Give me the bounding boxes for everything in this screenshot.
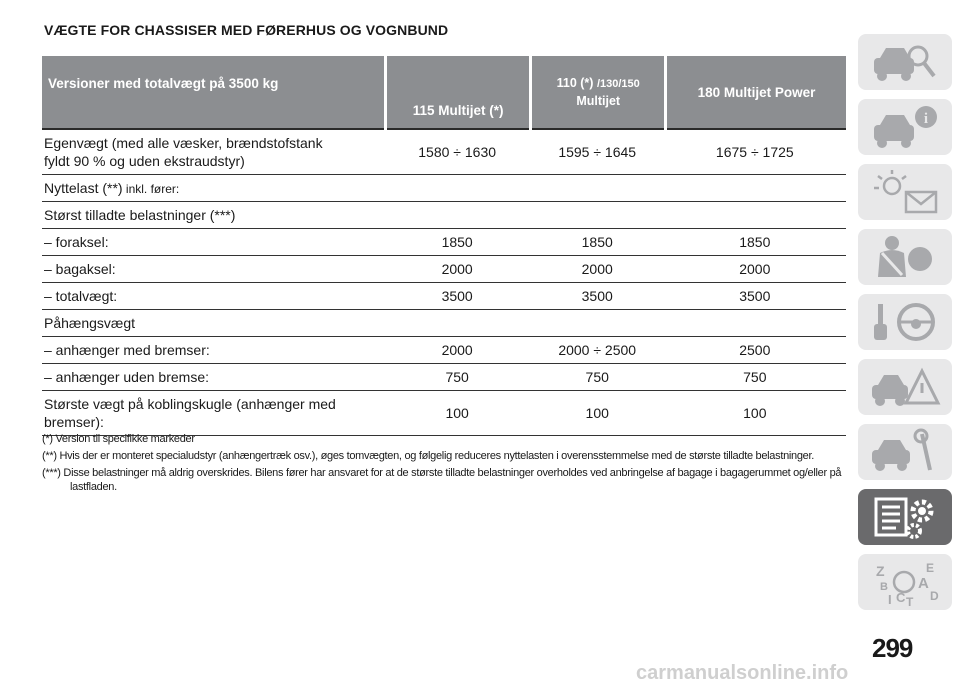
key-steering-wheel-icon xyxy=(866,298,944,346)
tab-index[interactable] xyxy=(858,554,952,610)
cell-value: 3500 xyxy=(531,283,666,310)
table-row xyxy=(42,129,846,175)
cell-value: 1850 xyxy=(386,229,531,256)
cell-value: 1595 ÷ 1645 xyxy=(531,129,666,175)
cell-value xyxy=(531,310,666,337)
table-row xyxy=(42,391,846,436)
table-row xyxy=(42,337,846,364)
car-wrench-icon xyxy=(866,428,944,476)
document-gear-icon xyxy=(866,493,944,541)
footnote: (*) Version til specifikke markeder xyxy=(42,433,195,445)
row-label: Største vægt på koblingskugle (anhænger med bremser): xyxy=(42,391,386,436)
car-breakdown-triangle-icon xyxy=(866,363,944,411)
row-label: – foraksel: xyxy=(42,229,386,256)
seatbelt-airbag-icon xyxy=(866,233,944,281)
table-row xyxy=(42,364,846,391)
header-180-multijet-power: 180 Multijet Power xyxy=(666,56,846,129)
svg-text:I: I xyxy=(888,592,892,606)
weights-table xyxy=(42,56,846,436)
cell-value xyxy=(386,310,531,337)
cell-value: 100 xyxy=(386,391,531,436)
table-row xyxy=(42,310,846,337)
cell-value: 3500 xyxy=(386,283,531,310)
footnote: (**) Hvis der er monteret specialudstyr (anhængertræk osv.), øges tomvægten, og følgelig reduceres nyttelasten i overensstemmelse med de største tilladte belastninger. xyxy=(42,450,815,462)
cell-value xyxy=(386,202,531,229)
svg-text:D: D xyxy=(930,589,939,603)
table-row xyxy=(42,175,846,202)
cell-value xyxy=(386,175,531,202)
row-label: – totalvægt: xyxy=(42,283,386,310)
row-label: – bagaksel: xyxy=(42,256,386,283)
watermark: carmanualsonline.info xyxy=(636,662,849,684)
cell-value: 2000 xyxy=(386,256,531,283)
cell-value: 3500 xyxy=(666,283,846,310)
cell-value: 2000 xyxy=(386,337,531,364)
svg-text:i: i xyxy=(923,111,929,127)
table-row xyxy=(42,202,846,229)
header-110-small: /130/150 xyxy=(596,77,640,90)
section-title: VÆGTE FOR CHASSISER MED FØRERHUS OG VOGNBUND xyxy=(44,22,449,38)
row-label: Egenvægt (med alle væsker, brændstofstank fyldt 90 % og uden ekstraudstyr) xyxy=(42,129,386,175)
chapter-sidebar xyxy=(858,34,956,619)
table-row xyxy=(42,256,846,283)
row-label: Nyttelast (**) inkl. fører: xyxy=(42,175,386,202)
warning-light-envelope-icon xyxy=(866,168,944,216)
svg-text:Z: Z xyxy=(876,563,885,579)
cell-value: 750 xyxy=(531,364,666,391)
cell-value: 1675 ÷ 1725 xyxy=(666,129,846,175)
cell-value: 100 xyxy=(531,391,666,436)
cell-value xyxy=(666,202,846,229)
tab-emergency[interactable] xyxy=(858,359,952,415)
tab-starting-driving[interactable] xyxy=(858,294,952,350)
cell-value: 2000 xyxy=(531,256,666,283)
svg-text:B: B xyxy=(880,581,888,593)
cell-value: 750 xyxy=(666,364,846,391)
cell-value xyxy=(531,175,666,202)
svg-text:T: T xyxy=(906,595,914,606)
page-number: 299 xyxy=(872,633,913,663)
cell-value: 2000 ÷ 2500 xyxy=(531,337,666,364)
cell-value xyxy=(666,310,846,337)
tab-safety[interactable] xyxy=(858,229,952,285)
tab-technical-data[interactable] xyxy=(858,489,952,545)
alphabet-index-icon xyxy=(866,558,944,606)
tab-car-overview[interactable] xyxy=(858,34,952,90)
table-header-row xyxy=(42,56,846,129)
tab-car-info[interactable] xyxy=(858,99,952,155)
header-110-line2: Multijet xyxy=(576,93,621,108)
row-label: Størst tilladte belastninger (***) xyxy=(42,202,386,229)
header-115-multijet: 115 Multijet (*) xyxy=(386,56,531,129)
header-110-130-150-multijet xyxy=(531,56,666,129)
table-row xyxy=(42,283,846,310)
car-info-icon xyxy=(866,103,944,151)
tab-warning-lights[interactable] xyxy=(858,164,952,220)
table-row xyxy=(42,229,846,256)
header-versions: Versioner med totalvægt på 3500 kg xyxy=(42,56,386,129)
header-110-main: 110 (*) xyxy=(556,75,594,90)
row-label: Påhængsvægt xyxy=(42,310,386,337)
cell-value: 2500 xyxy=(666,337,846,364)
svg-text:C: C xyxy=(896,590,906,605)
row-label: – anhænger med bremser: xyxy=(42,337,386,364)
svg-text:E: E xyxy=(926,561,935,575)
cell-value: 2000 xyxy=(666,256,846,283)
svg-text:A: A xyxy=(918,575,929,592)
cell-value: 1850 xyxy=(531,229,666,256)
car-magnifier-icon xyxy=(866,38,944,86)
footnote: (***) Disse belastninger må aldrig overskrides. Bilens fører har ansvaret for at de største tilladte belastninger overholdes ved anbringelse af bagage i bagagerummet og/eller på lastfladen. xyxy=(42,467,842,493)
cell-value: 1850 xyxy=(666,229,846,256)
tab-maintenance[interactable] xyxy=(858,424,952,480)
cell-value: 750 xyxy=(386,364,531,391)
cell-value xyxy=(666,175,846,202)
cell-value xyxy=(531,202,666,229)
footnotes xyxy=(42,432,846,497)
cell-value: 100 xyxy=(666,391,846,436)
row-label: – anhænger uden bremse: xyxy=(42,364,386,391)
cell-value: 1580 ÷ 1630 xyxy=(386,129,531,175)
